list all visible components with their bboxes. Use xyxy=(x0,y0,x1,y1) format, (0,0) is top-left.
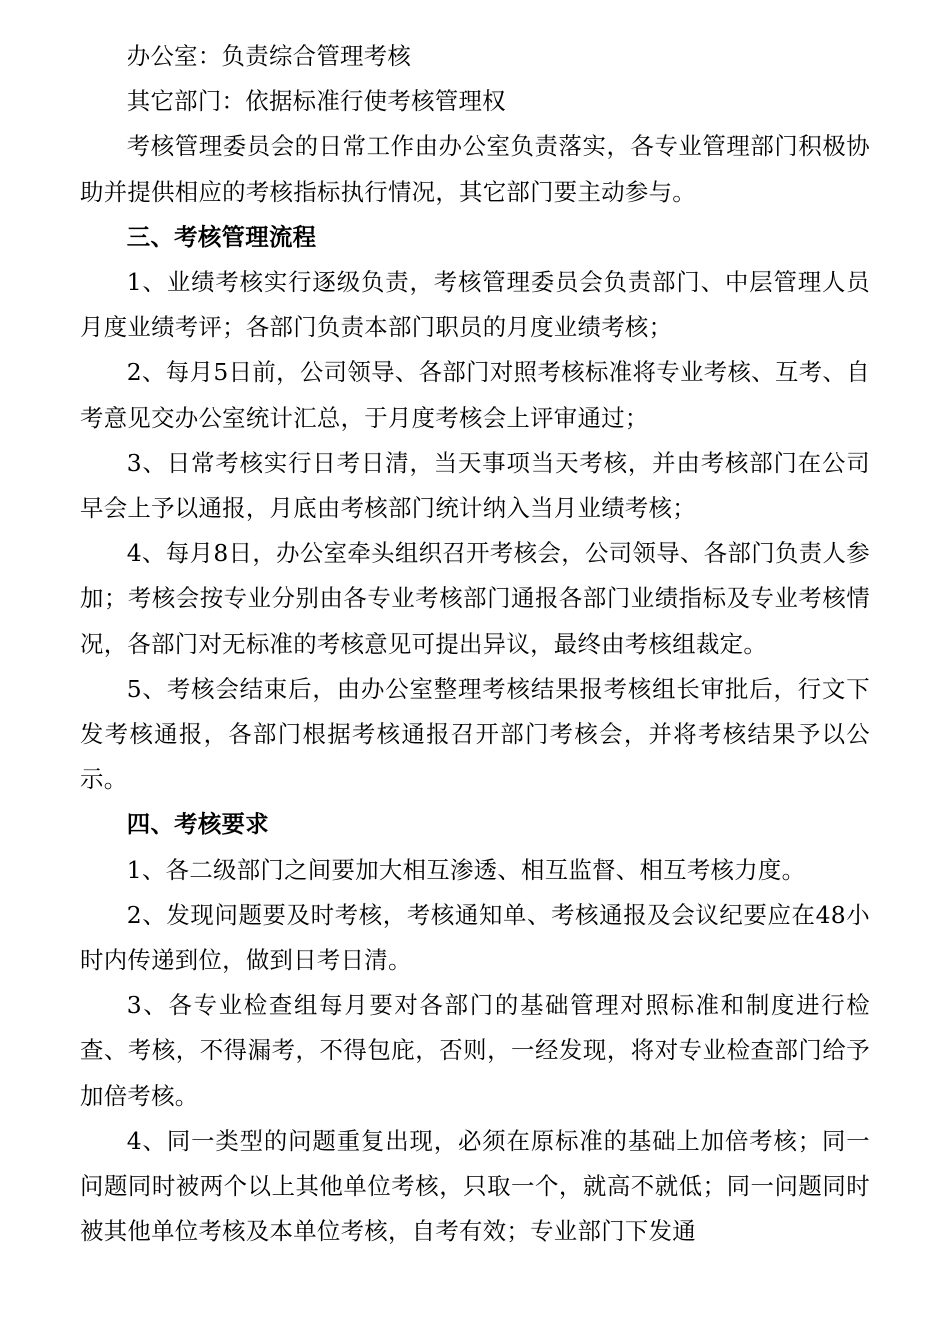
process-item-5: 5、考核会结束后，由办公室整理考核结果报考核组长审批后，行文下发考核通报，各部门根据考核通报召开部门考核会，并将考核结果予以公示。 xyxy=(80,674,870,794)
office-duty-line: 办公室：负责综合管理考核 xyxy=(126,42,412,70)
document-page xyxy=(80,34,870,1254)
requirement-item-3: 3、各专业检查组每月要对各部门的基础管理对照标准和制度进行检查、考核，不得漏考，不得包庇，否则，一经发现，将对专业检查部门给予加倍考核。 xyxy=(80,991,870,1110)
other-departments-duty-line: 其它部门：依据标准行使考核管理权 xyxy=(126,87,506,116)
section-heading-requirements: 四、考核要求 xyxy=(126,810,269,839)
process-item-1: 1、业绩考核实行逐级负责，考核管理委员会负责部门、中层管理人员月度业绩考评；各部门负责本部门职员的月度业绩考核； xyxy=(80,268,870,342)
section-heading-process: 三、考核管理流程 xyxy=(126,222,317,251)
requirement-item-1: 1、各二级部门之间要加大相互渗透、相互监督、相互考核力度。 xyxy=(126,855,806,884)
requirement-item-2: 2、发现问题要及时考核，考核通知单、考核通报及会议纪要应在48小时内传递到位，做到日考日清。 xyxy=(80,900,870,975)
process-item-3: 3、日常考核实行日考日清，当天事项当天考核，并由考核部门在公司早会上予以通报，月底由考核部门统计纳入当月业绩考核； xyxy=(80,448,870,523)
process-item-2: 2、每月5日前，公司领导、各部门对照考核标准将专业考核、互考、自考意见交办公室统计汇总，于月度考核会上评审通过； xyxy=(80,358,870,432)
process-item-4: 4、每月8日，办公室牵头组织召开考核会，公司领导、各部门负责人参加；考核会按专业分别由各专业考核部门通报各部门业绩指标及专业考核情况，各部门对无标准的考核意见可提出异议，最终由考核组裁定。 xyxy=(80,539,870,658)
committee-daily-work-paragraph: 考核管理委员会的日常工作由办公室负责落实，各专业管理部门积极协助并提供相应的考核指标执行情况，其它部门要主动参与。 xyxy=(80,132,870,206)
requirement-item-4: 4、同一类型的问题重复出现，必须在原标准的基础上加倍考核；同一问题同时被两个以上其他单位考核，只取一个，就高不就低；同一问题同时被其他单位考核及本单位考核，自考有效；专业部门下发通 xyxy=(80,1126,870,1246)
